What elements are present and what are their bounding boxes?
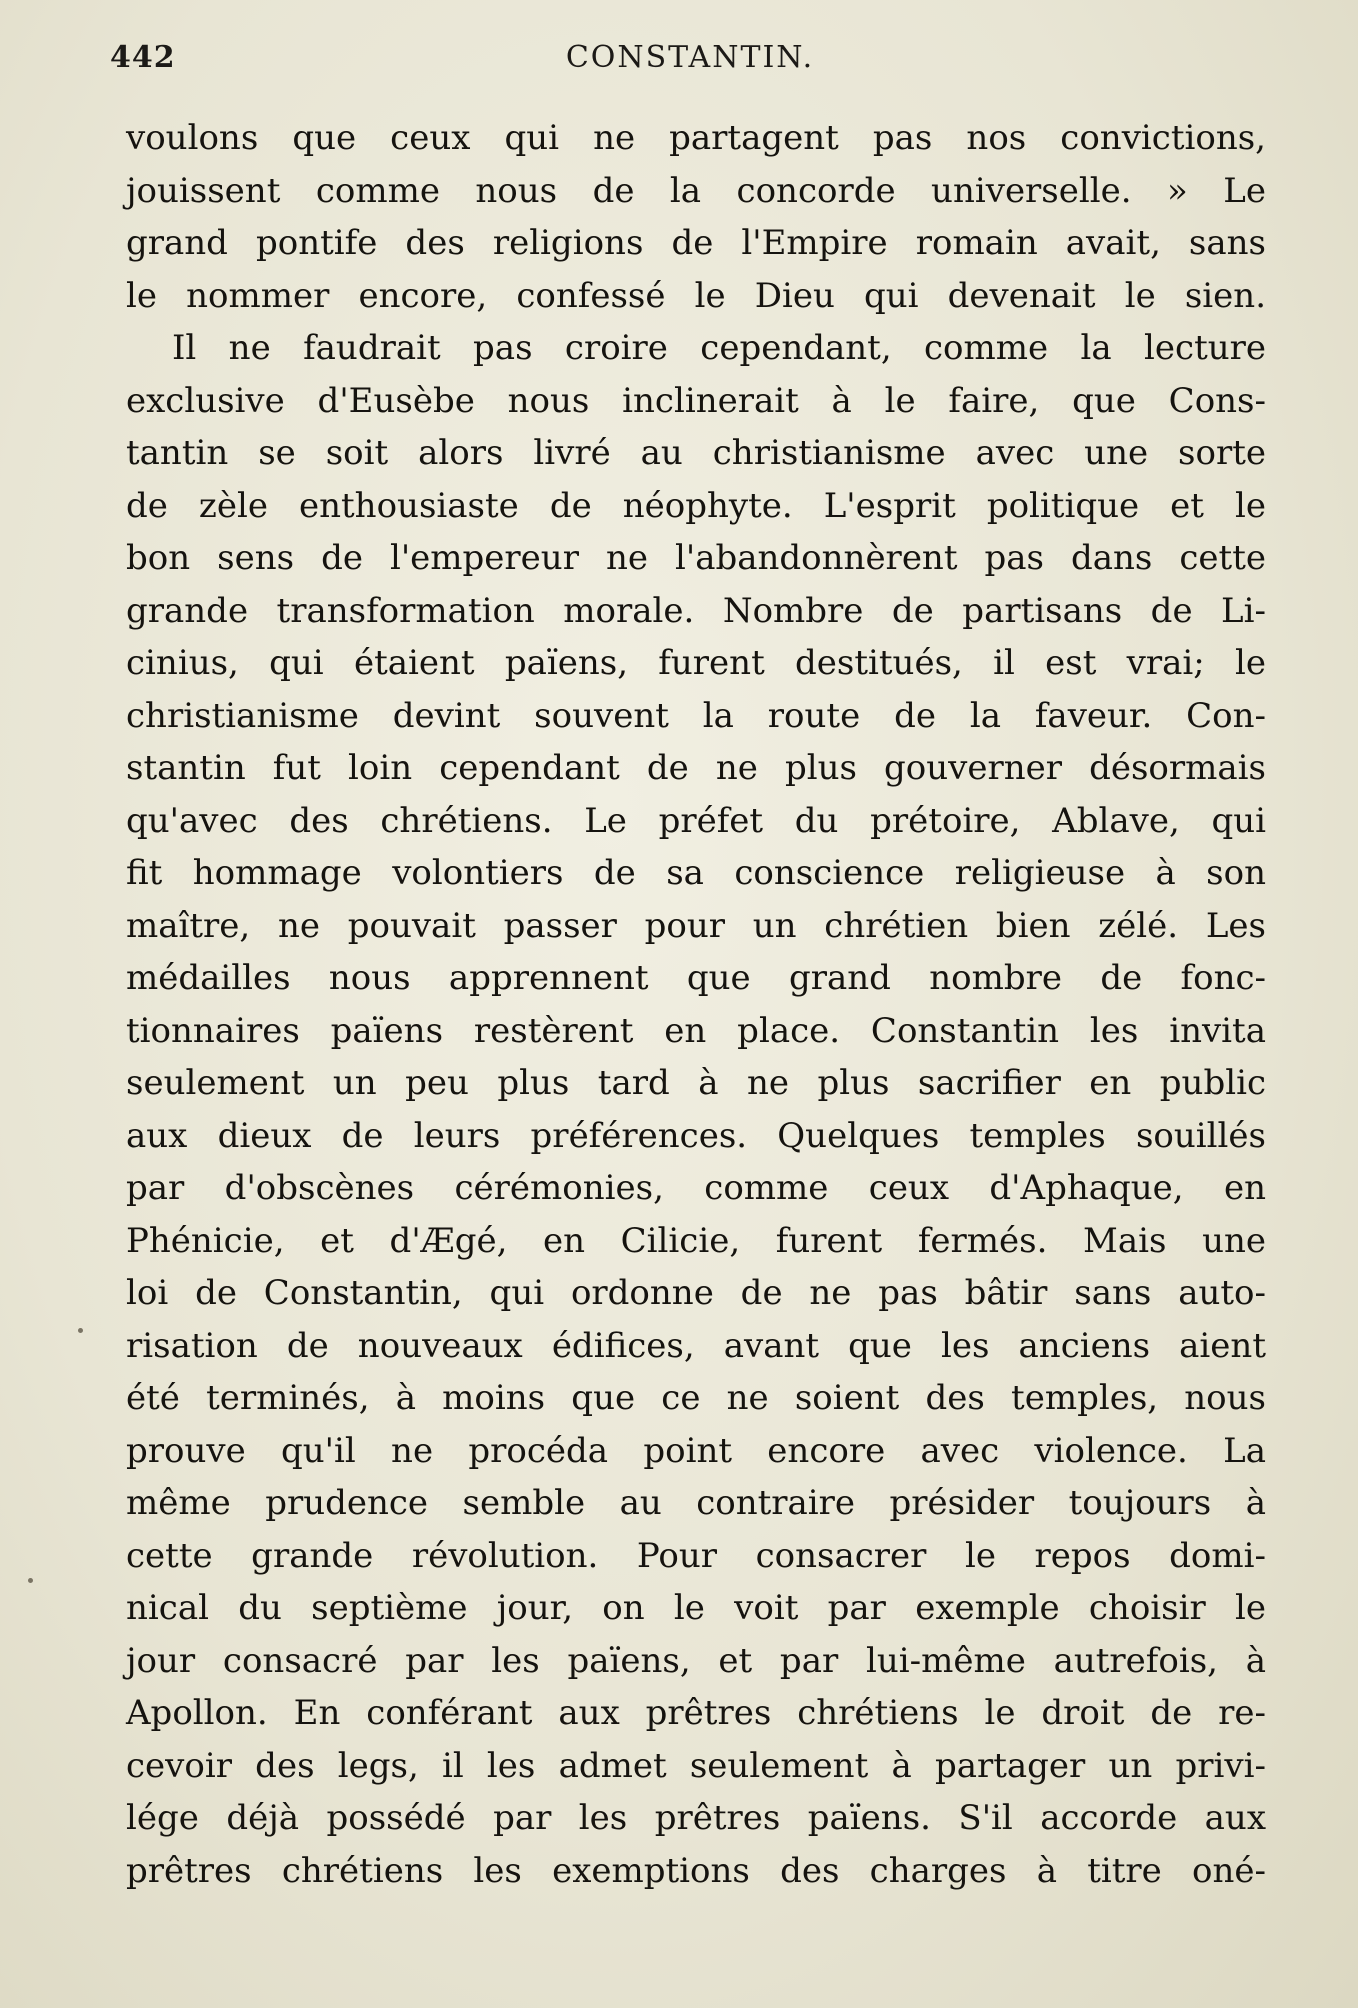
text-line-14: qu'avec des chrétiens. Le préfet du prétoire, Ablave, qui xyxy=(126,800,1266,841)
text-line-3: grand pontife des religions de l'Empire romain avait, sans xyxy=(126,223,1266,263)
page-number: 442 xyxy=(110,40,176,75)
text-line-10: grande transformation morale. Nombre de partisans de Li- xyxy=(126,590,1266,631)
text-line-1: voulons que ceux qui ne partagent pas nos convictions, xyxy=(126,118,1266,158)
running-head xyxy=(110,40,1270,90)
text-line-19: seulement un peu plus tard à ne plus sacrifier en public xyxy=(126,1063,1266,1103)
text-line-28: cette grande révolution. Pour consacrer le repos domi- xyxy=(126,1535,1266,1576)
text-line-30: jour consacré par les païens, et par lui-même autrefois, à xyxy=(126,1640,1266,1681)
text-line-20: aux dieux de leurs préférences. Quelques temples souillés xyxy=(126,1115,1266,1156)
text-line-4: le nommer encore, confessé le Dieu qui devenait le sien. xyxy=(126,275,1266,316)
text-line-12: christianisme devint souvent la route de la faveur. Con- xyxy=(126,695,1266,736)
text-line-21: par d'obscènes cérémonies, comme ceux d'Aphaque, en xyxy=(126,1168,1266,1208)
text-line-5: Il ne faudrait pas croire cependant, comme la lecture xyxy=(172,328,1266,368)
text-line-27: même prudence semble au contraire présider toujours à xyxy=(126,1483,1266,1523)
text-line-26: prouve qu'il ne procéda point encore avec violence. La xyxy=(126,1430,1266,1471)
text-line-8: de zèle enthousiaste de néophyte. L'esprit politique et le xyxy=(126,485,1266,526)
text-line-9: bon sens de l'empereur ne l'abandonnèrent pas dans cette xyxy=(126,538,1266,578)
text-line-34: prêtres chrétiens les exemptions des charges à titre oné- xyxy=(126,1850,1266,1891)
text-line-2: jouissent comme nous de la concorde universelle. » Le xyxy=(126,170,1266,211)
text-line-6: exclusive d'Eusèbe nous inclinerait à le faire, que Cons- xyxy=(126,380,1266,421)
text-line-15: fit hommage volontiers de sa conscience religieuse à son xyxy=(126,853,1266,893)
text-line-18: tionnaires païens restèrent en place. Constantin les invita xyxy=(126,1010,1266,1051)
text-line-16: maître, ne pouvait passer pour un chrétien bien zélé. Les xyxy=(126,905,1266,946)
text-line-25: été terminés, à moins que ce ne soient des temples, nous xyxy=(126,1378,1266,1418)
text-line-32: cevoir des legs, il les admet seulement à partager un privi- xyxy=(126,1745,1266,1786)
text-line-29: nical du septième jour, on le voit par exemple choisir le xyxy=(126,1588,1266,1628)
text-line-24: risation de nouveaux édifices, avant que les anciens aient xyxy=(126,1325,1266,1366)
running-title: CONSTANTIN. xyxy=(565,40,815,75)
text-line-17: médailles nous apprennent que grand nombre de fonc- xyxy=(126,958,1266,998)
paper-speck xyxy=(28,1578,33,1583)
text-line-11: cinius, qui étaient païens, furent destitués, il est vrai; le xyxy=(126,643,1266,683)
text-line-22: Phénicie, et d'Ægé, en Cilicie, furent fermés. Mais une xyxy=(126,1220,1266,1261)
text-line-7: tantin se soit alors livré au christianisme avec une sorte xyxy=(126,433,1266,473)
text-line-23: loi de Constantin, qui ordonne de ne pas bâtir sans auto- xyxy=(126,1273,1266,1313)
text-line-31: Apollon. En conférant aux prêtres chrétiens le droit de re- xyxy=(126,1693,1266,1733)
text-line-33: lége déjà possédé par les prêtres païens. S'il accorde aux xyxy=(126,1798,1266,1838)
body-text xyxy=(126,112,1266,1897)
paper-speck xyxy=(78,1328,83,1333)
text-line-13: stantin fut loin cependant de ne plus gouverner désormais xyxy=(126,748,1266,788)
